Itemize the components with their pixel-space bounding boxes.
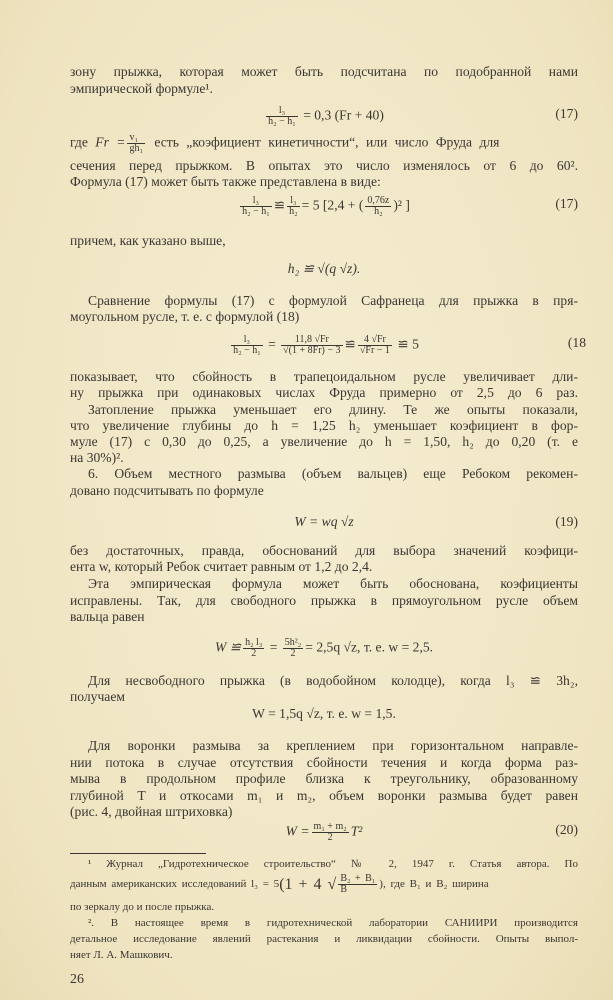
equation-number: (19) <box>555 514 578 529</box>
equation-number: (18 <box>567 335 586 350</box>
denominator: h₂ − h₁ <box>233 345 261 356</box>
equation-number: (20) <box>555 822 578 837</box>
text: ), где B₁ и B₂ ширина <box>379 878 489 891</box>
numerator: l₃ <box>287 196 300 207</box>
equation-18: $\frac{\text{l₃}}{\text{h₂ − h₁}}$ = $\frac{11,8 √Fr}{√(1 + 8Fr) - 3}$ ≌ $\frac{4 √Fr}{√Fr - 1}$ ≌ 5 (18 <box>233 334 586 356</box>
equation-19 <box>70 514 578 530</box>
equation-number: (17) <box>555 106 578 121</box>
numerator: 5h²₂ <box>284 637 302 648</box>
text-line: Затопление прыжка уменьшает его длину. Те же опыты показали, <box>88 402 578 417</box>
text-line: исправлены. Так, для свободного прыжка в прямоугольном русле объем <box>70 593 578 608</box>
numerator: 0,76z <box>367 195 390 206</box>
text-line: Сравнение формулы (17) с формулой Сафранеца для прыжка в пря- <box>88 293 578 308</box>
text-line: муле (17) с 0,30 до 0,25, а увеличение до h = 1,50, h₂ до 0,20 (т. е <box>70 434 578 449</box>
numerator: l₃ <box>240 196 272 207</box>
numerator: v₁ <box>127 133 145 144</box>
text-line: мыва в продольном профиле близка к треугольнику, образованному <box>70 771 578 786</box>
equation-body: W = wq √z <box>294 514 354 529</box>
equation-h2: h₂ ≌ √(q √z). <box>287 261 361 276</box>
denominator: 2 <box>290 648 296 659</box>
equation-w2: W = 1,5q √z, т. е. w = 1,5. <box>252 706 396 721</box>
numerator: 11,8 √Fr <box>281 335 342 346</box>
text-line: довано подсчитывать по формуле <box>70 483 264 498</box>
equation-17b <box>70 196 578 217</box>
equation-tail: = 2,5q √z, т. е. w = 2,5. <box>305 639 434 655</box>
text-line: Для несвободного прыжка (в водобойном колодце), когда l₃ ≌ 3h₂, <box>88 673 578 688</box>
text-line: эмпирической формуле¹. <box>70 81 213 96</box>
footnote-line: ¹ Журнал „Гидротехническое строительство“ № 2, 1947 г. Статья автора. По <box>88 858 578 870</box>
equation-w1: W ≌ $\frac{\text{h₂ l₃}}{2}$ = $\frac{\text{5h²₂}}{2}$ = 2,5q √z, т. е. w = 2,5. <box>214 637 434 659</box>
text-line: что увеличение глубины до h = 1,25 h₂ уменьшает коэфициент в фор- <box>70 418 578 433</box>
text-line: Для воронки размыва за креплением при горизонтальном направле- <box>88 738 578 753</box>
denominator: 2 <box>327 832 333 843</box>
denominator: h₂ − h₁ <box>242 206 270 217</box>
footnote-line: ². В настоящее время в гидротехнической лаборатории САНИИРИ производится <box>88 917 578 929</box>
text-line: показывает, что сбойность в трапецоидальном русле увеличивает дли- <box>70 369 578 384</box>
denominator: gh₁ <box>129 143 143 154</box>
page-number: 26 <box>70 972 84 987</box>
equation-tail: ≌ 5 <box>397 336 419 352</box>
footnote-line: по зеркалу до и после прыжка. <box>70 901 215 913</box>
approx-sign: ≌ <box>273 197 286 213</box>
footnote-line: детальное исследование явлений растекания и ликвидации сбойности. Опыты выпол- <box>70 933 578 945</box>
numerator: l₃ <box>231 335 263 346</box>
numerator: l₃ <box>266 106 298 117</box>
numerator: h₂ l₃ <box>245 637 263 648</box>
text-line: ента w, который Ребок считает равным от 1,2 до 2,4. <box>70 559 373 574</box>
footnote-divider <box>70 853 206 854</box>
text-line: получаем <box>70 689 125 704</box>
approx-sign: ≌ <box>344 336 356 352</box>
text-line: (рис. 4, двойная штриховка) <box>70 804 233 819</box>
equation-lhs: W ≌ <box>214 639 242 655</box>
equation-number: (17) <box>555 196 578 211</box>
text-line: зону прыжка, которая может быть подсчитана по подобранной нами <box>70 64 578 79</box>
equation-rhs: = 0,3 (Fr + 40) <box>303 107 384 123</box>
denominator: √(1 + 8Fr) − 3 <box>283 345 341 356</box>
text-line: вальца равен <box>70 609 145 624</box>
text-line: моугольном русле, т. е. с формулой (18) <box>70 309 300 324</box>
text-line: глубиной T и откосами m₁ и m₂, объем воронки размыва будет равен <box>70 788 578 803</box>
text-line: Эта эмпирическая формула может быть обоснована, коэфициенты <box>88 576 578 591</box>
equation-tail: T² <box>350 823 363 839</box>
equation-17a <box>70 106 578 127</box>
numerator: 4 √Fr <box>358 335 392 346</box>
equation-tail: )² ] <box>393 197 410 213</box>
text-line: сечения перед прыжком. В опытах это число изменялось от 6 до 60². <box>70 158 578 173</box>
numerator: B₂ + B₁ <box>340 873 376 884</box>
denominator: h₂ <box>374 206 383 217</box>
text-line: нии потока в случае отсутствия сбойности течения и когда форма раз- <box>70 755 578 770</box>
text-line: причем, как указано выше, <box>70 233 226 248</box>
froude-symbol: Fr = <box>95 134 126 150</box>
text-line: Формула (17) может быть также представлена в виде: <box>70 174 381 189</box>
denominator: √Fr − 1 <box>359 345 390 356</box>
text: данным американских исследований l₃ = 5 <box>70 878 280 891</box>
equation-rhs: = 5 [2,4 + ( <box>301 197 364 213</box>
denominator: 2 <box>251 648 257 659</box>
denominator: B <box>340 884 347 895</box>
numerator: m₁ + m₂ <box>313 821 347 832</box>
footnote-line <box>70 874 578 895</box>
text-line: 6. Объем местного размыва (объем вальцев) еще Ребоком рекомен- <box>88 466 578 481</box>
denominator: h₂ <box>289 206 298 217</box>
text-line: ну прыжка при одинаковых числах Фруда примерно от 2,5 до 6 раз. <box>70 385 578 400</box>
footnote-line: няет Л. А. Машкович. <box>70 949 173 961</box>
text: где <box>70 134 88 150</box>
text-line: без достаточных, правда, обоснований для выбора значений коэфици- <box>70 543 578 558</box>
formula-part: (1 + 4 √ <box>279 876 337 893</box>
text: есть „коэфициент кинетичности“, или число Фруда для <box>154 134 500 150</box>
equation-lhs: W = <box>285 823 310 839</box>
denominator: h₂ − h₁ <box>268 116 296 127</box>
text-line: на 30%)². <box>70 450 124 465</box>
text-line <box>70 133 578 154</box>
equation-20 <box>70 822 578 843</box>
